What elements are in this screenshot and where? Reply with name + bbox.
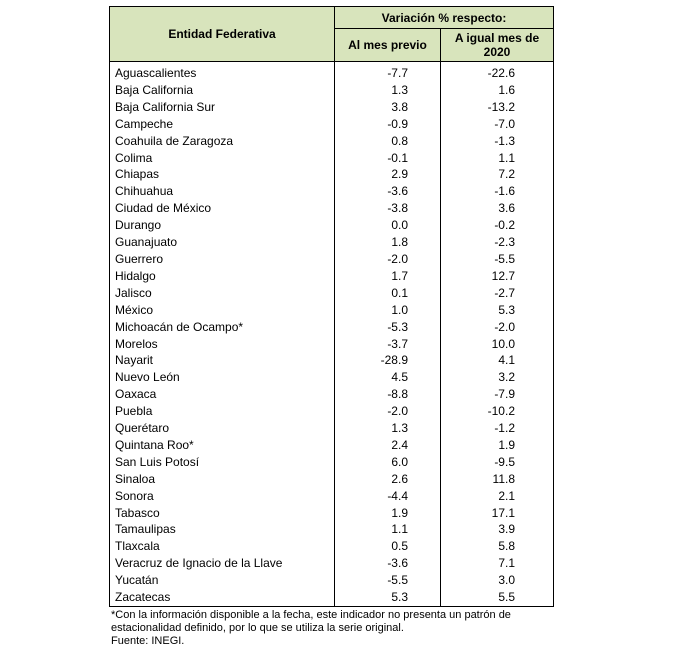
- igual-mes-2020-cell: 17.1: [441, 505, 554, 522]
- table-row: [110, 488, 554, 505]
- table-row: [110, 82, 554, 99]
- al-mes-previo-cell: -28.9: [335, 352, 441, 369]
- table-row: [110, 166, 554, 183]
- al-mes-previo-cell: 1.3: [335, 420, 441, 437]
- table-row: [110, 183, 554, 200]
- igual-mes-2020-cell: -9.5: [441, 454, 554, 471]
- state-name-cell: Veracruz de Ignacio de la Llave: [110, 555, 335, 572]
- igual-mes-2020-cell: 5.3: [441, 302, 554, 319]
- al-mes-previo-cell: -4.4: [335, 488, 441, 505]
- al-mes-previo-cell: -0.9: [335, 116, 441, 133]
- al-mes-previo-cell: 0.0: [335, 217, 441, 234]
- igual-mes-2020-cell: -2.0: [441, 319, 554, 336]
- state-name-cell: Tlaxcala: [110, 538, 335, 555]
- state-name-cell: Colima: [110, 150, 335, 167]
- igual-mes-2020-cell: 1.1: [441, 150, 554, 167]
- igual-mes-2020-cell: 5.5: [441, 589, 554, 606]
- igual-mes-2020-cell: 12.7: [441, 268, 554, 285]
- state-name-cell: Nuevo León: [110, 369, 335, 386]
- table-row: [110, 437, 554, 454]
- igual-mes-2020-cell: -1.2: [441, 420, 554, 437]
- state-name-cell: Morelos: [110, 336, 335, 353]
- al-mes-previo-cell: -3.7: [335, 336, 441, 353]
- igual-mes-2020-cell: 3.6: [441, 200, 554, 217]
- table-row: [110, 538, 554, 555]
- state-variation-table: [109, 6, 554, 607]
- table-row: [110, 352, 554, 369]
- header-igual-mes-2020: A igual mes de 2020: [441, 29, 554, 62]
- state-name-cell: Querétaro: [110, 420, 335, 437]
- table-header: [110, 7, 554, 62]
- al-mes-previo-cell: 2.6: [335, 471, 441, 488]
- footnote-line-2: estacionalidad definido, por lo que se utiliza la serie original.: [111, 622, 404, 634]
- state-variation-table-block: [109, 6, 553, 648]
- table-row: [110, 268, 554, 285]
- al-mes-previo-cell: 4.5: [335, 369, 441, 386]
- igual-mes-2020-cell: 3.9: [441, 521, 554, 538]
- state-name-cell: Sinaloa: [110, 471, 335, 488]
- al-mes-previo-cell: 1.7: [335, 268, 441, 285]
- igual-mes-2020-cell: -7.0: [441, 116, 554, 133]
- igual-mes-2020-cell: 4.1: [441, 352, 554, 369]
- al-mes-previo-cell: 1.1: [335, 521, 441, 538]
- igual-mes-2020-cell: -5.5: [441, 251, 554, 268]
- state-name-cell: Sonora: [110, 488, 335, 505]
- igual-mes-2020-cell: 2.1: [441, 488, 554, 505]
- al-mes-previo-cell: 0.8: [335, 133, 441, 150]
- source-note: Fuente: INEGI.: [111, 635, 185, 647]
- table-row: [110, 62, 554, 82]
- table-notes: [109, 609, 553, 648]
- table-row: [110, 200, 554, 217]
- state-name-cell: Chihuahua: [110, 183, 335, 200]
- al-mes-previo-cell: -5.5: [335, 572, 441, 589]
- table-row: [110, 336, 554, 353]
- al-mes-previo-cell: 2.9: [335, 166, 441, 183]
- al-mes-previo-cell: 5.3: [335, 589, 441, 606]
- igual-mes-2020-cell: 7.2: [441, 166, 554, 183]
- state-name-cell: Chiapas: [110, 166, 335, 183]
- table-row: [110, 471, 554, 488]
- table-row: [110, 150, 554, 167]
- header-al-mes-previo: Al mes previo: [335, 29, 441, 62]
- igual-mes-2020-cell: 3.0: [441, 572, 554, 589]
- state-name-cell: Michoacán de Ocampo*: [110, 319, 335, 336]
- igual-mes-2020-cell: -1.3: [441, 133, 554, 150]
- table-row: [110, 555, 554, 572]
- al-mes-previo-cell: 3.8: [335, 99, 441, 116]
- table-row: [110, 403, 554, 420]
- state-name-cell: Hidalgo: [110, 268, 335, 285]
- al-mes-previo-cell: -2.0: [335, 403, 441, 420]
- al-mes-previo-cell: 2.4: [335, 437, 441, 454]
- al-mes-previo-cell: 1.0: [335, 302, 441, 319]
- state-name-cell: Jalisco: [110, 285, 335, 302]
- igual-mes-2020-cell: 3.2: [441, 369, 554, 386]
- igual-mes-2020-cell: 10.0: [441, 336, 554, 353]
- igual-mes-2020-cell: -10.2: [441, 403, 554, 420]
- table-row: [110, 234, 554, 251]
- header-variacion: Variación % respecto:: [335, 7, 554, 29]
- al-mes-previo-cell: 1.3: [335, 82, 441, 99]
- state-name-cell: Campeche: [110, 116, 335, 133]
- al-mes-previo-cell: 6.0: [335, 454, 441, 471]
- al-mes-previo-cell: -3.6: [335, 183, 441, 200]
- state-name-cell: Zacatecas: [110, 589, 335, 606]
- al-mes-previo-cell: -5.3: [335, 319, 441, 336]
- al-mes-previo-cell: -3.6: [335, 555, 441, 572]
- table-row: [110, 420, 554, 437]
- state-name-cell: Coahuila de Zaragoza: [110, 133, 335, 150]
- state-name-cell: Guerrero: [110, 251, 335, 268]
- state-name-cell: Ciudad de México: [110, 200, 335, 217]
- igual-mes-2020-cell: 5.8: [441, 538, 554, 555]
- igual-mes-2020-cell: -0.2: [441, 217, 554, 234]
- table-row: [110, 285, 554, 302]
- table-row: [110, 369, 554, 386]
- al-mes-previo-cell: -8.8: [335, 386, 441, 403]
- state-name-cell: Quintana Roo*: [110, 437, 335, 454]
- table-row: [110, 589, 554, 606]
- table-row: [110, 454, 554, 471]
- state-name-cell: Aguascalientes: [110, 62, 335, 82]
- igual-mes-2020-cell: 11.8: [441, 471, 554, 488]
- table-row: [110, 217, 554, 234]
- al-mes-previo-cell: -0.1: [335, 150, 441, 167]
- table-row: [110, 386, 554, 403]
- igual-mes-2020-cell: -1.6: [441, 183, 554, 200]
- table-row: [110, 99, 554, 116]
- al-mes-previo-cell: 0.5: [335, 538, 441, 555]
- state-name-cell: Baja California: [110, 82, 335, 99]
- table-row: [110, 319, 554, 336]
- state-name-cell: Oaxaca: [110, 386, 335, 403]
- igual-mes-2020-cell: 7.1: [441, 555, 554, 572]
- header-entidad: Entidad Federativa: [110, 7, 335, 62]
- state-name-cell: Tabasco: [110, 505, 335, 522]
- state-name-cell: Nayarit: [110, 352, 335, 369]
- state-name-cell: Yucatán: [110, 572, 335, 589]
- igual-mes-2020-cell: -7.9: [441, 386, 554, 403]
- state-name-cell: Baja California Sur: [110, 99, 335, 116]
- state-name-cell: San Luis Potosí: [110, 454, 335, 471]
- al-mes-previo-cell: -2.0: [335, 251, 441, 268]
- table-row: [110, 505, 554, 522]
- table-row: [110, 521, 554, 538]
- al-mes-previo-cell: -7.7: [335, 62, 441, 82]
- al-mes-previo-cell: 1.9: [335, 505, 441, 522]
- table-row: [110, 133, 554, 150]
- al-mes-previo-cell: -3.8: [335, 200, 441, 217]
- table-row: [110, 302, 554, 319]
- table-row: [110, 251, 554, 268]
- al-mes-previo-cell: 1.8: [335, 234, 441, 251]
- igual-mes-2020-cell: -2.3: [441, 234, 554, 251]
- footnote-line-1: *Con la información disponible a la fecha, este indicador no presenta un patrón de: [111, 609, 511, 621]
- igual-mes-2020-cell: -22.6: [441, 62, 554, 82]
- igual-mes-2020-cell: -2.7: [441, 285, 554, 302]
- table-row: [110, 116, 554, 133]
- igual-mes-2020-cell: -13.2: [441, 99, 554, 116]
- igual-mes-2020-cell: 1.6: [441, 82, 554, 99]
- state-name-cell: Puebla: [110, 403, 335, 420]
- state-name-cell: Guanajuato: [110, 234, 335, 251]
- state-name-cell: Tamaulipas: [110, 521, 335, 538]
- al-mes-previo-cell: 0.1: [335, 285, 441, 302]
- state-name-cell: México: [110, 302, 335, 319]
- igual-mes-2020-cell: 1.9: [441, 437, 554, 454]
- table-row: [110, 572, 554, 589]
- state-name-cell: Durango: [110, 217, 335, 234]
- table-body: [110, 62, 554, 607]
